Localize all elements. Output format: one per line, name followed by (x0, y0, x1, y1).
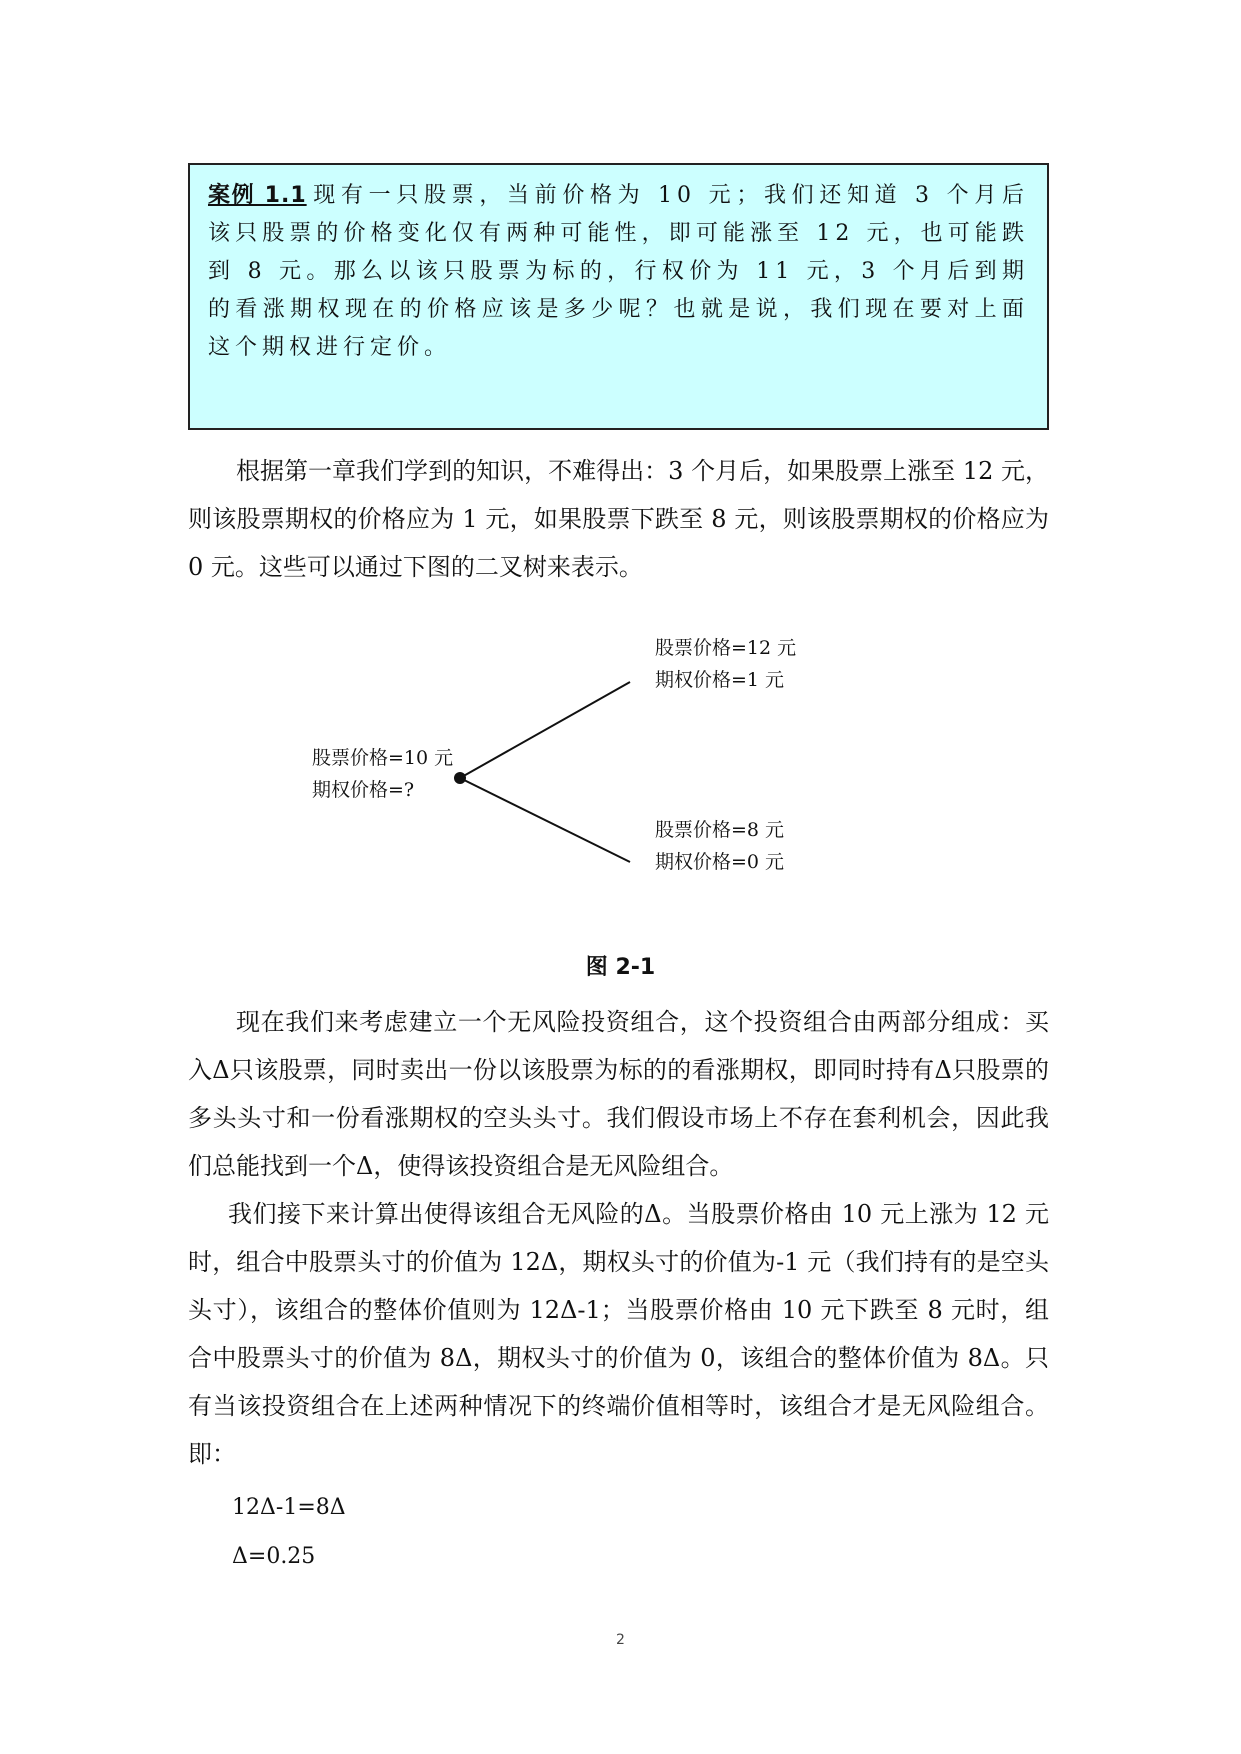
root-stock-price: 股票价格=10 元 (312, 747, 454, 769)
root-option-price: 期权价格=? (312, 779, 415, 801)
up-stock-price: 股票价格=12 元 (655, 637, 797, 659)
root-node (454, 772, 466, 784)
case-study-box (188, 163, 1049, 430)
binomial-tree-diagram (312, 630, 890, 910)
paragraph-2: 现在我们来考虑建立一个无风险投资组合，这个投资组合由两部分组成：买入Δ只该股票，同时卖出一份以该股票为标的的看涨期权，即同时持有Δ只股票的多头头寸和一份看涨期权的空头头寸。我们假设市场上不存在套利机会，因此我们总能找到一个Δ，使得该投资组合是无风险组合。 (188, 1008, 1049, 1180)
page-number: 2 (616, 1632, 625, 1648)
equation-1: 12Δ-1=8Δ (232, 1495, 346, 1520)
figure-caption: 图 2-1 (585, 955, 656, 980)
up-node-label (655, 632, 796, 696)
down-option-price: 期权价格=0 元 (655, 851, 785, 873)
down-node-label (655, 814, 784, 878)
up-option-price: 期权价格=1 元 (655, 669, 785, 691)
down-stock-price: 股票价格=8 元 (655, 819, 785, 841)
paragraph-1: 根据第一章我们学到的知识，不难得出：3 个月后，如果股票上涨至 12 元，则该股票期权的价格应为 1 元，如果股票下跌至 8 元，则该股票期权的价格应为 0 元。这些可以通过下图的二叉树来表示。 (188, 457, 1049, 581)
root-node-label (312, 742, 453, 806)
down-branch-line (460, 778, 630, 862)
up-branch-line (460, 682, 630, 778)
equation-2: Δ=0.25 (232, 1544, 316, 1569)
case-text: 现有一只股票，当前价格为 10 元；我们还知道 3 个月后该只股票的价格变化仅有两种可能性，即可能涨至 12 元，也可能跌到 8 元。那么以该只股票为标的，行权价为 11 元，3 个月后到期的看涨期权现在的价格应该是多少呢？也就是说，我们现在要对上面这个期权进行定价。 (208, 183, 1029, 360)
case-label: 案例 1.1 (208, 183, 307, 208)
paragraph-3: 我们接下来计算出使得该组合无风险的Δ。当股票价格由 10 元上涨为 12 元时，组合中股票头寸的价值为 12Δ，期权头寸的价值为-1 元（我们持有的是空头头寸），该组合的整体价值则为 12Δ-1；当股票价格由 10 元下跌至 8 元时，组合中股票头寸的价值为 8Δ，期权头寸的价值为 0，该组合的整体价值为 8Δ。只有当该投资组合在上述两种情况下的终端价值相等时，该组合才是无风险组合。即： (188, 1200, 1049, 1468)
